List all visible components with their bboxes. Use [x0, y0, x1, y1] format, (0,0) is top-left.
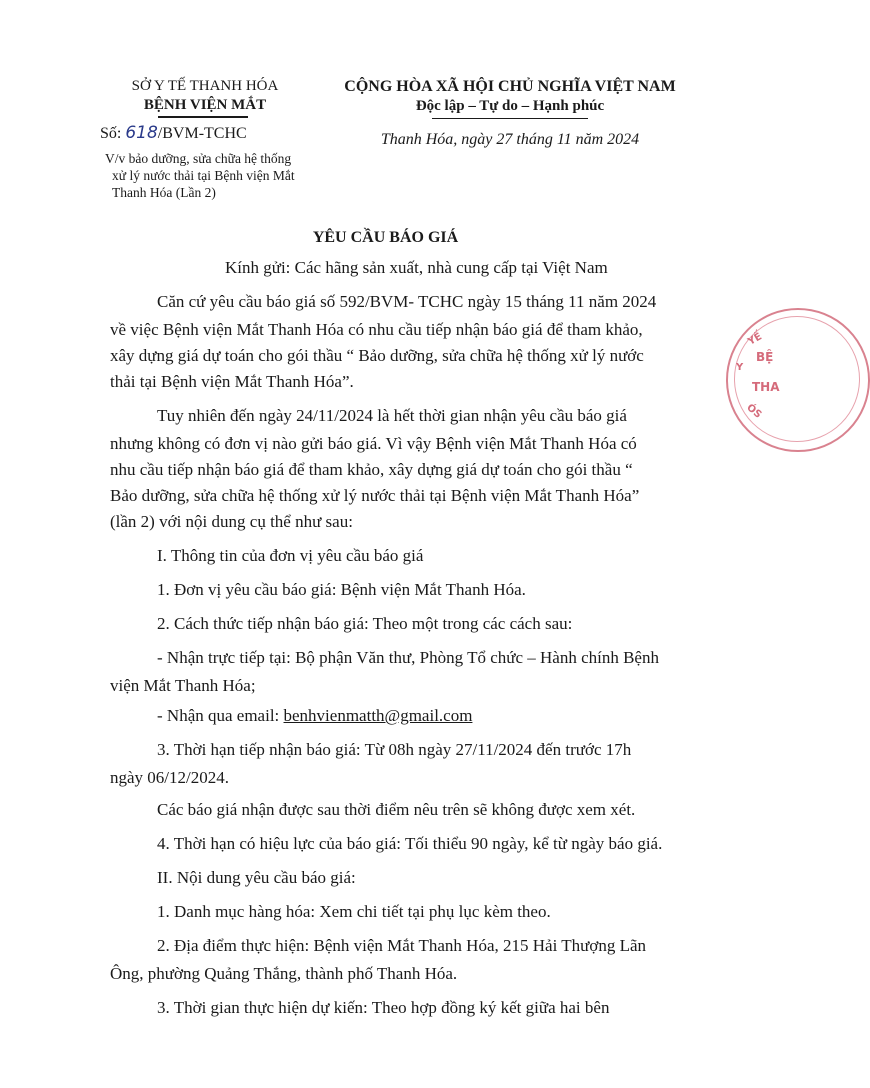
email-label: - Nhận qua email: [157, 706, 284, 725]
body-line: ngày 06/12/2024. [110, 768, 229, 787]
country-name: CỘNG HÒA XÃ HỘI CHỦ NGHĨA VIỆT NAM [344, 78, 676, 95]
body-line: Bảo dưỡng, sửa chữa hệ thống xử lý nước thải tại Bệnh viện Mắt Thanh Hóa” [110, 486, 640, 505]
seal-text-fragment: ÓS [744, 402, 764, 421]
body-line: Ông, phường Quảng Thắng, thành phố Thanh Hóa. [110, 964, 458, 983]
hospital-name: BỆNH VIỆN MẮT [143, 97, 267, 113]
doc-number-prefix: Số: [100, 125, 126, 142]
body-line: về việc Bệnh viện Mắt Thanh Hóa có nhu cầu tiếp nhận báo giá để tham khảo, [110, 320, 643, 339]
body-line: 2. Cách thức tiếp nhận báo giá: Theo một trong các cách sau: [157, 614, 573, 633]
seal-text-fragment: YẾ [746, 331, 764, 348]
body-line: 3. Thời hạn tiếp nhận báo giá: Từ 08h ngày 27/11/2024 đến trước 17h [157, 740, 632, 759]
official-seal-stamp [726, 308, 870, 452]
seal-text-fragment: Y [736, 362, 744, 373]
email-line [157, 706, 472, 726]
body-line: nhưng không có đơn vị nào gửi báo giá. Vì vậy Bệnh viện Mắt Thanh Hóa có [110, 434, 637, 453]
document-date: Thanh Hóa, ngày 27 tháng 11 năm 2024 [380, 131, 640, 148]
motto-underline [432, 118, 588, 119]
document-title: YÊU CẦU BÁO GIÁ [312, 229, 459, 246]
section-heading: I. Thông tin của đơn vị yêu cầu báo giá [157, 546, 424, 565]
doc-number-handwritten: 618 [125, 123, 158, 143]
body-line: Các báo giá nhận được sau thời điểm nêu trên sẽ không được xem xét. [157, 800, 636, 819]
email-link[interactable]: benhvienmatth@gmail.com [283, 706, 473, 725]
doc-number-suffix: /BVM-TCHC [157, 125, 247, 142]
seal-text-fragment: BỆ [756, 350, 774, 364]
national-motto: Độc lập – Tự do – Hạnh phúc [415, 98, 605, 114]
body-line: - Nhận trực tiếp tại: Bộ phận Văn thư, Phòng Tổ chức – Hành chính Bệnh [157, 648, 659, 667]
body-line: Căn cứ yêu cầu báo giá số 592/BVM- TCHC ngày 15 tháng 11 năm 2024 [157, 292, 657, 311]
body-line: thải tại Bệnh viện Mắt Thanh Hóa”. [110, 372, 354, 391]
body-line: 3. Thời gian thực hiện dự kiến: Theo hợp đồng ký kết giữa hai bên [157, 998, 610, 1017]
body-line: 4. Thời hạn có hiệu lực của báo giá: Tối thiểu 90 ngày, kể từ ngày báo giá. [157, 834, 663, 853]
section-heading: II. Nội dung yêu cầu báo giá: [157, 868, 356, 887]
body-line: 2. Địa điểm thực hiện: Bệnh viện Mắt Thanh Hóa, 215 Hải Thượng Lãn [157, 936, 646, 955]
issuing-department: SỞ Y TẾ THANH HÓA [131, 78, 279, 94]
subject-line-1: V/v bảo dưỡng, sửa chữa hệ thống [105, 151, 292, 166]
subject-line-3: Thanh Hóa (Lần 2) [112, 185, 216, 200]
seal-text-fragment: THA [752, 380, 780, 394]
body-line: (lần 2) với nội dung cụ thể như sau: [110, 512, 353, 531]
body-line: xây dựng giá dự toán cho gói thầu “ Bảo dưỡng, sửa chữa hệ thống xử lý nước [110, 346, 644, 365]
recipient-line: Kính gửi: Các hãng sản xuất, nhà cung cấp tại Việt Nam [225, 258, 608, 277]
subject-line-2: xử lý nước thải tại Bệnh viện Mắt [112, 168, 295, 183]
body-line: Tuy nhiên đến ngày 24/11/2024 là hết thời gian nhận yêu cầu báo giá [157, 406, 627, 425]
hospital-underline [158, 116, 248, 118]
body-line: 1. Danh mục hàng hóa: Xem chi tiết tại phụ lục kèm theo. [157, 902, 551, 921]
body-line: viện Mắt Thanh Hóa; [110, 676, 256, 695]
body-line: 1. Đơn vị yêu cầu báo giá: Bệnh viện Mắt Thanh Hóa. [157, 580, 526, 599]
body-line: nhu cầu tiếp nhận báo giá để tham khảo, xây dựng giá dự toán cho gói thầu “ [110, 460, 633, 479]
document-number [100, 123, 247, 143]
